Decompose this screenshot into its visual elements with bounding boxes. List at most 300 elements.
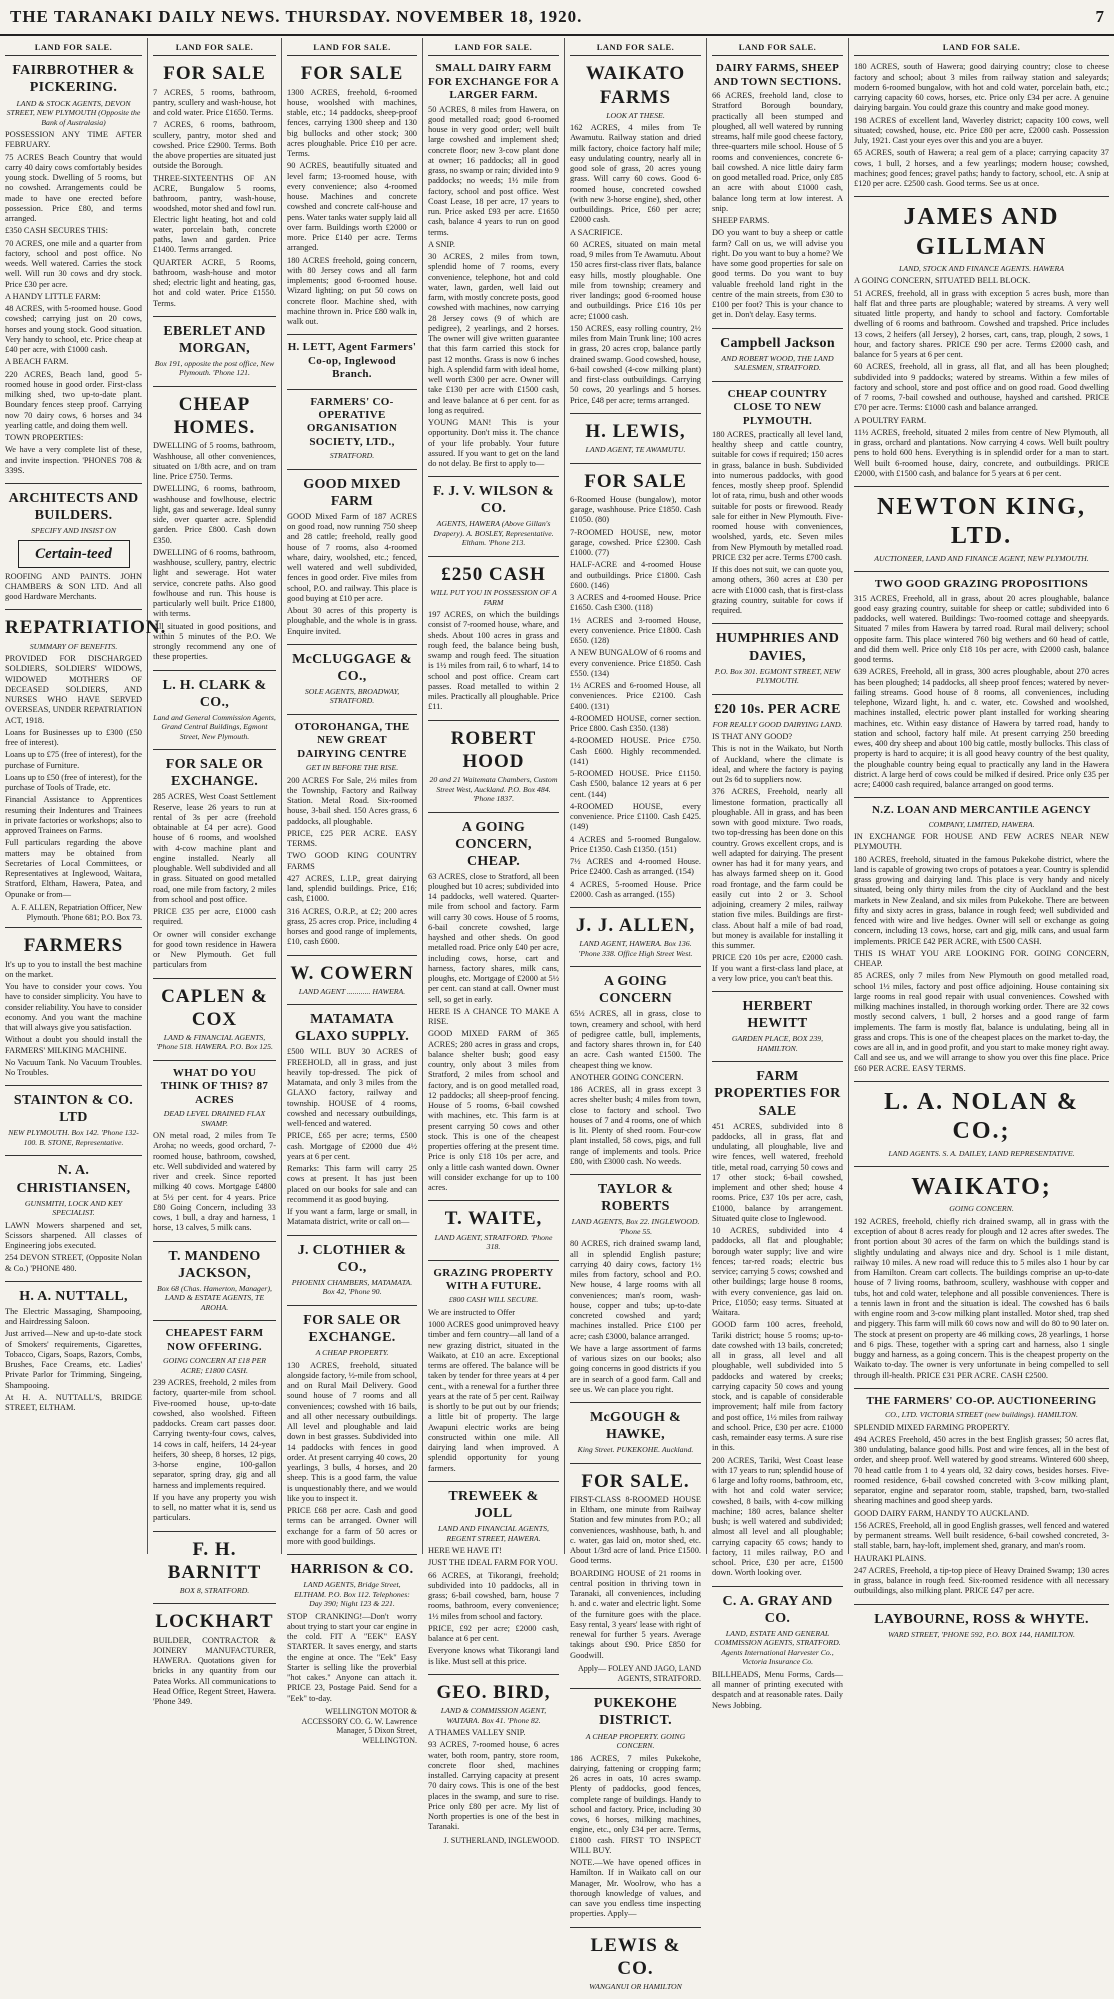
brand-logo: Certain-teed — [18, 540, 130, 568]
advertisement — [5, 934, 142, 1086]
ad-paragraph: BUILDER, CONTRACTOR & JOINERY MANUFACTURER, HAWERA. Quotations given for bricks in any quantity from our Patea Works. All communications to Head Office, Regent Street, Hawera. 'Phone 349. — [153, 1635, 276, 1707]
ad-paragraph: HAURAKI PLAINS. — [854, 1553, 927, 1563]
ad-subheading: PHOENIX CHAMBERS, MATAMATA. Box 42, 'Phone 90. — [291, 1277, 413, 1297]
ad-subheading: AUCTIONEER, LAND AND FINANCE AGENT, NEW PLYMOUTH. — [874, 553, 1089, 563]
column-6 — [707, 38, 849, 1710]
ad-paragraph: STOP CRANKING!—Don't worry about trying to start your car engine in the cold. FIT A "EEK" EASY STARTER. It saves energy, and starts the engine at once. The "Eek" Easy Starter is selling like the proverbial "hot cakes." Anyone can attach it. PRICE 23, Postage Paid. Send for a "Eek" to-day. — [287, 1611, 417, 1703]
advertisement — [428, 62, 559, 477]
ad-paragraph: 4 ACRES, 5-roomed House. Price £2000. Cash as arranged. (155) — [570, 879, 701, 899]
ad-paragraph: 70 ACRES, one mile and a quarter from factory, school and post office. No weeds. Well watered. Carries the stock well. Will run 30 cows and dry stock. Price £30 per acre. — [5, 238, 142, 289]
advertisement — [5, 1092, 142, 1156]
ad-paragraph: 376 ACRES, Freehold, nearly all limestone formation, practically all ploughable. All in grass, and has been sown with good mixture. Two roads, two top-dressing has been done on this country. Grows excellent crops, and is well adapted for dairying. The present owner has had it for many years, and has always farmed sheep on it. Good road frontage, and the farm could be easily cut into 2 or 3. School adjoining, creamery 2 miles, railway station five miles. Buildings are first-class. About half a mile of bad road, but money is available for installing it this summer. — [712, 787, 843, 951]
ad-heading: H. LEWIS, — [585, 420, 686, 442]
masthead — [0, 0, 1114, 36]
ad-paragraph: 11½ ACRES, freehold, situated 2 miles from centre of New Plymouth, all in grass, orchard and plantations. Now carrying 4 cows. Well built poultry pens to hold 600 hens. Everything is in splendid order for a man to start. Well built 6-roomed house, dairy, concrete, and outbuildings. PRICE £2000, with £1500 cash, and balance for 5 years at 6 per cent. — [854, 427, 1109, 478]
ad-paragraph: 65 ACRES, south of Hawera; a real gem of a place; carrying capacity 37 cows, 1 bull, 2 horses, and a few yearlings; modern house; cowshed, machines; good fences; gravel paths; handy to factory, school, etc. A snip at £120 per acre. £2500 cash. Good terms. See us at once. — [854, 148, 1109, 189]
ad-paragraph: GOOD farm 100 acres, freehold, Tariki district; house 5 rooms; up-to-date cowshed with 13 bails, concreted; all in grass, all level and all ploughable, well subdivided into 5 paddocks and watered by creeks; carrying capacity 50 cows and young stock, and is capable of considerable improvement; half mile from factory and post office, 1½ miles from railway and school. Price, £30 per acre. £1000 cash, remainder easy terms. A sure rise in this. — [712, 1320, 843, 1453]
advertisement — [570, 420, 701, 464]
ad-subheading: LOOK AT THESE. — [606, 110, 665, 120]
ad-subheading: LAND AGENT, STRATFORD. 'Phone 318. — [434, 1232, 553, 1252]
ad-paragraph: SPLENDID MIXED FARMING PROPERTY. — [854, 1422, 1010, 1432]
ad-paragraph: 10 ACRES, subdivided into 4 paddocks, all flat and ploughable; borough water supply; live and wire fences; tar-red roads; electric bus service; carrying 5 cows; cowshed and other buildings; large house 8 rooms, with every convenience, gas laid on. Price, £1050; easy terms. Situated at Waitara. — [712, 1226, 843, 1318]
ad-heading: N.Z. LOAN AND MERCANTILE AGENCY — [872, 804, 1091, 817]
ad-heading: F. J. V. WILSON & CO. — [433, 484, 554, 517]
ad-paragraph: PRICE, £65 per acre; terms, £500 cash. Mortgage of £2000 due 4½ years at 6 per cent. — [287, 1131, 417, 1161]
ad-paragraph: £500 WILL BUY 30 ACRES of FREEHOLD, all in grass, and just heavily top-dressed. The pick of Matamata, and only 3 miles from the GLAXO factory, railway and township. HOUSE of 4 rooms, cowshed and necessary outbuildings, well-fenced and watered. — [287, 1047, 417, 1129]
ad-paragraph: 162 ACRES, 4 miles from Te Awamutu. Railway station and dried milk factory, choice factory half mile; easy undulating country, nearly all in good sole of grass, 20 acres young grass. Will carry 60 cows. Good 6-roomed house, concreted cowshed (with new 3-horse engine), shed, other outbuildings. Price, £60 per acre; £2000 cash. — [570, 123, 701, 225]
ad-heading: MATAMATA GLAXO SUPPLY. — [294, 1012, 410, 1045]
ad-paragraph: 239 ACRES, freehold, 2 miles from factory, quarter-mile from school. Five-roomed house, up-to-date cowshed, also woolshed. Fifteen paddocks. Cream cart passes door. Carrying twenty-four cows, calves, 14 cows in calf, heifers, 14 24-year heifers, 30 sheep, 8 horses, 12 pigs, 3-horse engine, 100-gallon separator, spring dray, gig and all harness and implements required. — [153, 1378, 276, 1490]
advertisement — [287, 1011, 417, 1235]
ad-paragraph: 197 ACRES, on which the buildings consist of 7-roomed house, whare, and sheds. About 100 acres in grass and rough feed, the balance being bush, swamp and rough feed. The situation is 1½ miles from rail, 6 to wharf, 14 to school and post office. Cream cart passes. Road metalled to within 2 miles. Practically all ploughable. Price £11. — [428, 610, 559, 712]
ad-paragraph: 130 ACRES, freehold, situated alongside factory, ½-mile from school, and on Rural Mail Delivery. Good sound house of 7 rooms and all conveniences; cowshed with 16 bails, and all other necessary outbuildings. All level and ploughable and laid down in best grasses. Subdivided into 14 paddocks with fences in good order. At present carrying 40 cows, 20 yearlings, 3 bulls, 4 horses, and 20 sheep. This is a good farm, the value is unquestionably there, and we would like you to inspect it. — [287, 1360, 417, 1503]
ad-paragraph: 80 ACRES, rich drained swamp land, all in splendid English pasture; carrying 40 dairy cows, factory 1½ miles from factory, school and P.O. New house, 4 large rooms with all conveniences; man's room, wash-house, copper and tubs; up-to-date concreted cowshed and yard; machines installed. Price £100 per acre; cash £3000, balance arranged. — [570, 1239, 701, 1341]
ad-subheading: LAND AGENTS. S. A. DAILEY, LAND REPRESENTATIVE. — [888, 1148, 1075, 1158]
ad-paragraph: All situated in good positions, and within 5 minutes of the P.O. We strongly recommend any one of these properties. — [153, 621, 276, 662]
ad-heading: W. COWERN — [290, 962, 414, 984]
ad-paragraph: Loans for Businesses up to £300 (£50 free of interest). — [5, 727, 142, 748]
ad-paragraph: 7-ROOMED HOUSE, new, motor garage, cowshed. Price £2300. Cash £1000. (77) — [570, 527, 701, 558]
ad-subheading: LAND & FINANCIAL AGENTS, 'Phone 518. HAWERA. P.O. Box 125. — [156, 1032, 273, 1052]
ad-subheading: LAND, ESTATE AND GENERAL COMMISSION AGENTS, STRATFORD. Agents International Harvester Co., Victoria Insurance Co. — [714, 1628, 841, 1667]
ad-paragraph: This is not in the Waikato, but North of Auckland, where the climate is ideal, and where the factory is paying out 2s 6d to suppliers now. — [712, 744, 843, 785]
advertisement — [153, 323, 276, 387]
ad-heading: T. MANDENO JACKSON, — [168, 1248, 261, 1281]
ad-heading: HARRISON & CO. — [290, 1562, 414, 1578]
column-header: LAND FOR SALE. — [570, 42, 701, 56]
advertisement — [153, 1538, 276, 1605]
ad-paragraph: Loans up to £50 (free of interest), for the purchase of Tools of Trade, etc. — [5, 772, 142, 793]
ad-paragraph: If you want a farm, large or small, in Matamata district, write or call on— — [287, 1207, 417, 1227]
advertisement — [5, 1162, 142, 1281]
ad-heading: JAMES AND GILLMAN — [903, 204, 1060, 260]
advertisement — [854, 1173, 1109, 1389]
advertisement — [153, 1327, 276, 1531]
ad-heading: £250 CASH — [441, 563, 546, 585]
ad-paragraph: We have a large assortment of farms of various sizes on our books; also going concerns in good districts if you are in search of a good farm. Call and see us. We can place you right. — [570, 1343, 701, 1394]
ad-heading: Campbell Jackson — [720, 335, 835, 351]
ad-subheading: FOR REALLY GOOD DAIRYING LAND. — [712, 719, 843, 729]
ad-paragraph: ANOTHER GOING CONCERN. — [570, 1072, 684, 1082]
ad-paragraph: It's up to you to install the best machine on the market. — [5, 959, 142, 979]
ad-subheading: DEAD LEVEL DRAINED FLAX SWAMP. — [163, 1109, 266, 1128]
ad-paragraph: PRICE £20 10s per acre, £2000 cash. If you want a first-class land place, at a very low price, you can't beat this. — [712, 953, 843, 983]
advertisement — [428, 727, 559, 813]
advertisement — [712, 701, 843, 993]
advertisement — [854, 804, 1109, 1082]
ad-paragraph: We are instructed to Offer — [428, 1307, 516, 1317]
ad-paragraph: 254 DEVON STREET, (Opposite Nolan & Co.) 'PHONE 480. — [5, 1253, 142, 1273]
ad-heading: FAIRBROTHER & PICKERING. — [12, 63, 135, 96]
ad-paragraph: 220 ACRES, Beach land, good 5-roomed house in good order. First-class milking shed, two up-to-date plant. Boundary fences steep proof. Carrying now 70 dairy cows, 6 horses and 34 yearling cattle, and doing them well. — [5, 369, 142, 430]
column-7 — [849, 38, 1114, 1639]
ad-paragraph: ON metal road, 2 miles from Te Aroha; no weeds, good orchard, 7-roomed house, bathroom, cowshed, etc. Well subdivided and watered by river and creek. Since reported milking 40 cows. Mortgage £4800 at 5½ per cent. for 4 years. Price £80 Going Concern, including 33 cows, 1 bull, a dray and harness, 1 horse, 13 calves, 5 milk cans. — [153, 1131, 276, 1233]
advertisement — [287, 1242, 417, 1306]
ad-paragraph: HERE IS A CHANCE TO MAKE A RISE. — [428, 1006, 559, 1027]
ad-heading: T. WAITE, — [444, 1208, 543, 1230]
ad-heading: FARMERS' CO-OPERATIVE ORGANISATION SOCIETY, LTD., — [306, 395, 398, 448]
ad-paragraph: If this does not suit, we can quote you, among others, 360 acres at £30 per acre with £1000 cash, that is first-class grazing country, suitable for cows if required. — [712, 565, 843, 616]
advertisement — [287, 651, 417, 715]
ad-paragraph: 75 ACRES Beach Country that would carry 40 dairy cows comfortably besides young stock. Dwelling of 5 rooms, but no cowshed. Arrangements could be made to have one erected before possession. Price £80, and terms arranged. — [5, 152, 142, 224]
advertisement — [287, 341, 417, 389]
advertisement — [5, 490, 142, 610]
ad-heading: LOCKHART — [155, 1611, 274, 1633]
ad-heading: TAYLOR & ROBERTS — [597, 1182, 674, 1215]
ad-heading: WHAT DO YOU THINK OF THIS? 87 ACRES — [160, 1066, 269, 1106]
ad-paragraph: Loans up to £75 (free of interest), for the purchase of Furniture. — [5, 750, 142, 770]
ad-paragraph: 93 ACRES, 7-roomed house, 6 acres water, both room, pantry, store room, concrete floor shed, machines installed. Carrying capacity at present 70 dairy cows. This is one of the best places in the swamp, and sure to rise. Price only £80 per acre. My list of North properties is one of the best in Taranaki. — [428, 1740, 559, 1832]
ad-paragraph: 198 ACRES of excellent land, Waverley district; capacity 100 cows, well situated; cowshed, house, etc. Price £80 per acre, £2000 cash. Possession July, 1921. Cast your eyes over this and you are a buyer. — [854, 115, 1109, 146]
ad-paragraph: THIS IS WHAT YOU ARE LOOKING FOR. GOING CONCERN, CHEAP. — [854, 948, 1109, 969]
ad-paragraph: 150 ACRES, easy rolling country, 2½ miles from Main Trunk line; 100 acres in grass, 20 acres crop, balance partly drained swamp. Good cowshed, house, 6-bail cowshed (4-cow milking plant) and first-class outbuildings. Carrying 50 cows, 20 yearlings and 5 horses. Price, £48 per acre; terms arranged. — [570, 323, 701, 405]
advertisement — [5, 1288, 142, 1421]
advertisement — [287, 1561, 417, 1751]
advertisement — [153, 677, 276, 751]
ad-paragraph: 6-Roomed House (bungalow), motor garage, washhouse. Price £1850. Cash £1050. (80) — [570, 494, 701, 525]
ad-heading: A GOING CONCERN, CHEAP. — [455, 819, 532, 869]
ad-heading: REPATRIATION. — [5, 617, 167, 639]
ad-paragraph: 63 ACRES, close to Stratford, all been ploughed but 10 acres; subdivided into 14 paddocks, well watered. Quarter-mile from school and factory. Farm will carry 30 cows. House of 5 rooms, 6-bail concrete cowshed, large hayshed and other sheds. On good metalled road. Price only £40 per acre, including cows, horse, cart and harness, factory shares, milk cans, ploughs, etc. Mortgage of £2000 at 5½ per cent. can stand at call. Owner must sell, so get in early. — [428, 871, 559, 1004]
ad-subheading: WILL PUT YOU IN POSSESSION OF A FARM — [430, 588, 557, 607]
ad-paragraph: BILLHEADS, Menu Forms, Cards—all manner of printing executed with despatch and at reasonable rates. Daily News Jobbing. — [712, 1669, 843, 1710]
ad-paragraph: You have to consider your cows. You have to consider simplicity. You have to consider reliability. You have to consider economy. And you want the machine that will always give you satisfaction. — [5, 982, 142, 1033]
column-4 — [423, 38, 565, 1845]
ad-paragraph: 50 ACRES, 8 miles from Hawera, on good metalled road; good 6-roomed house in very good order; well built large cowshed and implement shed; concrete floor; new 3-cow plant done at owner; 16 paddocks; all in good grass, no swamp or rain; divided into 9 paddocks; no weeds; 1½ mile from factory, school and post office. West Coast Lease, 18 per acre, 17 years to run. Price asked £93 per acre. £1650 cash, balance 4 years to run on good terms. — [428, 104, 559, 237]
ad-heading: A GOING CONCERN — [599, 974, 672, 1007]
ad-paragraph: 65½ ACRES, all in grass, close to town, creamery and school, with herd of pedigree cattle, bull, implements, and factory shares thrown in, for £40 an acre. Cash wanted £1500. The cheapest thing we know. — [570, 1009, 701, 1070]
ad-paragraph: At H. A. NUTTALL'S, BRIDGE STREET, ELTHAM. — [5, 1392, 142, 1413]
ad-subheading: £800 CASH WILL SECURE. — [448, 1295, 539, 1305]
ad-paragraph: 285 ACRES, West Coast Settlement Reserve, lease 26 years to run at rental of 3s per acre (freehold obtainable at £4 per acre). Good house of 6 rooms, and woolshed with 4-cow machine plant and engine installed. Nearly all ploughable. Well subdivided and all in grass. Situated on good metalled road, one mile from factory, 2 miles from school and post office. — [153, 792, 276, 904]
ad-paragraph: DWELLING of 6 rooms, bathroom, washhouse, scullery, pantry, electric light and sewerage. Hot water service, concrete paths. Also good fowlhouse and run. This house is particularly well built. Price £1800, with terms. — [153, 547, 276, 619]
advertisement — [712, 1068, 843, 1586]
ad-paragraph: DWELLING of 5 rooms, bathroom, Washhouse, all other conveniences, situated on 1/8th acre, and on tram line. Price £750. Terms. — [153, 441, 276, 482]
ad-heading: FOR SALE — [163, 63, 266, 85]
advertisement — [153, 1248, 276, 1322]
ad-signature: Apply— FOLEY AND JAGO, LAND AGENTS, STRATFORD. — [577, 1663, 701, 1683]
ad-heading: £20 10s. PER ACRE — [714, 701, 841, 717]
ad-subheading: LAND AND FINANCIAL AGENTS, REGENT STREET, HAWERA. — [438, 1524, 549, 1543]
ad-paragraph: 200 ACRES For Sale, 2½ miles from the Township, Factory and Railway Station. Metal Road. Six-roomed house, 3-bail shed. 150 Acres grass, 6 paddocks, all ploughable. — [287, 775, 417, 826]
ad-paragraph: Remarks: This farm will carry 25 cows at present. It has just been placed on our books for sale and can recommend it as good buying. — [287, 1164, 417, 1204]
ad-paragraph: BOARDING HOUSE of 21 rooms in central position in thriving town in Taranaki, all conveniences, including h. and c. water and electric light. Some of the furniture goes with the place. Easy rental, 3 years' lease with right of renewal for further 5 years. Average takings about £90. Price £850 for Goodwill. — [570, 1568, 701, 1660]
ad-subheading: SPECIFY AND INSIST ON — [31, 526, 116, 536]
ad-paragraph: 48 ACRES, with 5-roomed house. Good cowshed; carrying just on 20 cows, horses and young stock. Good situation. Very handy to school, etc. Price cheap at £40 per acre, with £1000 cash. — [5, 304, 142, 355]
ad-subheading: GOING CONCERN. — [949, 1204, 1014, 1214]
ad-paragraph: IS THAT ANY GOOD? — [712, 732, 793, 742]
ad-paragraph: A SNIP. — [428, 239, 455, 249]
ad-heading: TREWEEK & JOLL — [448, 1488, 539, 1522]
ad-paragraph: TWO GOOD KING COUNTRY FARMS — [287, 851, 417, 871]
column-header: LAND FOR SALE. — [854, 42, 1109, 56]
ad-paragraph: 192 ACRES, freehold, chiefly rich drained swamp, all in grass with the exception of about 8 acres ready for plough and 12 acres after swedes. The front portion about 30 acres of the farm on which the buildings stand is slightly undulating and always nice and dry. School is 1 mile distant, railway 10 miles. A new road will reduce this to 5 miles also 1 hour by car from Hamilton. Cream cart collects. The buildings comprise an up-to-date house of 7 living rooms, bathroom, scullery, washhouse with copper and tubs, hot and cold water, telephone and all possible conveniences. There is a tennis lawn in front and the situation is ideal. The cowshed has 6 bails with engine room and 3-cow milking plant installed. Motor shed, trap shed and piggery. This farm will milk 60 cows now and will do 80 to 90 later on. The stock at present on property are 46 milking cows, 28 yearlings, 1 horse and 6 pigs. These, together with a spring cart and harness, also 1 single buggy and harness, as a going concern. This is the cheapest property on the Waikato to-day. The owner is very unfortunate in being compelled to sell through ill-health. PRICE £31 PER ACRE. CASH £2500. — [854, 1216, 1109, 1380]
ad-subheading: GET IN BEFORE THE RISE. — [305, 763, 399, 773]
advertisement — [5, 616, 167, 928]
ad-heading: L. A. NOLAN & CO.; — [884, 1088, 1079, 1145]
advertisement — [153, 393, 276, 671]
ad-subheading: LAND AGENT, TE AWAMUTU. — [585, 445, 686, 455]
advertisement — [570, 973, 701, 1175]
ad-heading: CHEAPEST FARM NOW OFFERING. — [165, 1327, 264, 1353]
ad-subheading: AGENTS, HAWERA (Above Gillan's Drapery). A. BOSLEY, Representative. Eltham. 'Phone 213. — [433, 519, 554, 548]
ad-heading: LEWIS & CO. — [590, 1934, 681, 1979]
advertisement — [153, 1610, 276, 1714]
ad-paragraph: FIRST-CLASS 8-ROOMED HOUSE in Eltham, one minute from Railway Station and few minutes from P.O.; all conveniences, washhouse, bath, h. and c. water, gas laid on, motor shed, etc. About 1/3rd acre of land. Price £1500. Good terms. — [570, 1494, 701, 1566]
advertisement — [287, 962, 417, 1006]
ad-paragraph: 180 ACRES, south of Hawera; good dairying country; close to cheese factory and school; about 3 miles from railway station and saleyards; modern 6-roomed bungalow, with hot and cold water, porcelain bath, etc.; carrying capacity 60 cows, horses, etc. Price only £34 per acre. A genuine dairying bargain. You could graze this country and make good money. — [854, 62, 1109, 113]
ad-paragraph: Just arrived—New and up-to-date stock of Smokers' requirements, Cigarettes, Tobacco, Cigars, Soaps, Razors, Combs, Brushes, Face Creams, etc. Ladies' Private Parlor for Trimming, Singeing, Shampooing. — [5, 1329, 142, 1390]
ad-subheading: A CHEAP PROPERTY. — [315, 1348, 389, 1358]
ad-subheading: LAND & COMMISSION AGENT, WAITARA. Box 41. 'Phone 82. — [440, 1706, 547, 1725]
advertisement — [428, 819, 559, 1202]
ad-heading: LAYBOURNE, ROSS & WHYTE. — [874, 1611, 1089, 1627]
ad-heading: L. H. CLARK & CO., — [162, 677, 267, 710]
ad-subheading: GARDEN PLACE, BOX 239, HAMILTON. — [731, 1034, 824, 1053]
ad-paragraph: 315 ACRES, Freehold, all in grass, about 20 acres ploughable, balance good easy grazing country, suitable for sheep or cattle; subdivided into 6 paddocks, well watered. Buildings: Two-roomed cottage and sheepyards. Situated 7 miles from Hawera by tarred road. Rural mail delivery; school opposite farm. This place wintered 760 big wethers and 60 head of cattle, and did them well. Price only £18 10s per acre, with £2000 cash, balance good terms. — [854, 593, 1109, 665]
ad-heading: McCLUGGAGE & CO., — [292, 651, 412, 684]
ad-paragraph: DO you want to buy a sheep or cattle farm? Call on us, we will advise you right. Do you want to buy a home? We have some good properties for sale on good terms. Do you want to buy valuable freehold land right in the centre of the main streets, from £30 to £100 per foot? This is your chance to get in. Don't delay. Easy terms. — [712, 228, 843, 320]
advertisement — [153, 62, 276, 316]
ad-paragraph: The Electric Massaging, Shampooing, and Hairdressing Saloon. — [5, 1306, 142, 1327]
advertisement — [570, 1181, 701, 1403]
advertisement — [153, 1067, 276, 1242]
ad-paragraph: 494 ACRES Freehold, 450 acres in the best English grasses; 50 acres flat, 380 undulating, balance good hills. Post and wire fences, all in the best of order, and sheep proof. Well watered by good streams. Wintered 600 sheep, 70 head cattle from 1 to 4 years old, 32 dairy cows, besides horses. Five-roomed residence, 6-bail cowshed concreted with 3-cow milking plant, separator, engine and separator room, stable, trapshed, barn, two-stalled shearing machines and good sheep yards. — [854, 1434, 1109, 1506]
ad-paragraph: 30 ACRES, 2 miles from town, splendid home of 7 rooms, every convenience, telephone, hot and cold water, lawn, garden, well laid out farm, with mostly concrete posts, good cowshed with machines, now carrying 28 Jersey cows (9 of which are pedigree), 2 yearlings, and 2 horses. The owner will give written guarantee that this farm carried this stock for past 12 months. Grass is now 6 inches high. A splendid farm with ideal home, well worth £300 per acre. Owner will take £130 per acre with £1500 cash, and leave balance at 6 per cent. for as long as required. — [428, 252, 559, 415]
ad-paragraph: POSSESSION ANY TIME AFTER FEBRUARY. — [5, 130, 142, 150]
advertisement — [570, 62, 701, 414]
ad-paragraph: 7 ACRES, 5 rooms, bathroom, pantry, scullery and wash-house, hot and cold water. Price £1650. Terms. — [153, 87, 276, 118]
advertisement — [570, 914, 701, 967]
ad-heading: NEWTON KING, LTD. — [877, 494, 1086, 550]
ad-heading: McGOUGH & HAWKE, — [590, 1410, 681, 1443]
ad-subheading: A CHEAP PROPERTY. GOING CONCERN. — [585, 1731, 686, 1751]
ad-subheading: CO., LTD. VICTORIA STREET (new buildings). HAMILTON. — [885, 1410, 1078, 1420]
ad-heading: GEO. BIRD, — [436, 1681, 551, 1703]
advertisement — [854, 493, 1109, 572]
advertisement — [428, 1488, 559, 1675]
advertisement — [287, 62, 417, 335]
ad-paragraph: JUST THE IDEAL FARM FOR YOU. — [428, 1558, 558, 1568]
advertisement — [153, 756, 276, 978]
ad-heading: FARM PROPERTIES FOR SALE — [714, 1069, 841, 1119]
ad-heading: FOR SALE — [300, 63, 404, 85]
ad-paragraph: PRICE £68 per acre. Cash and good terms can be arranged. Owner will exchange for a farm of 50 acres or more with good buildings. — [287, 1506, 417, 1546]
ad-paragraph: 1½ ACRES and 6-roomed House, all conveniences. Price £2100. Cash £400. (131) — [570, 681, 701, 711]
ad-paragraph: 60 ACRES, situated on main metal road, 9 miles from Te Awamutu. About 150 acres first-class river flats, balance easy hills, mostly ploughable. One mile from township; creamery and river landings; good 6-roomed house and outbuildings. Price £16 10s per acre; £1000 cash. — [570, 239, 701, 321]
ad-subheading: LAND, STOCK AND FINANCE AGENTS. HAWERA — [899, 263, 1064, 273]
ad-paragraph: A NEW BUNGALOW of 6 rooms and every convenience. Price £1850. Cash £550. (134) — [570, 648, 701, 678]
advertisement — [712, 335, 843, 382]
ad-heading: ROBERT HOOD — [450, 727, 537, 772]
ad-heading: ARCHITECTS AND BUILDERS. — [8, 491, 139, 524]
ad-paragraph: PRICE £35 per acre, £1000 cash required. — [153, 907, 276, 927]
ad-paragraph: 7½ ACRES and 4-roomed House. Price £2400. Cash as arranged. (154) — [570, 857, 701, 877]
ad-heading: J. CLOTHIER & CO., — [297, 1242, 407, 1275]
ad-paragraph: 90 ACRES, beautifully situated and level farm; 13-roomed house, with every convenience; also 4-roomed house. Machines and concrete cowshed and concrete calf-house and pens. Water tanks water supply laid all over farm. Buildings worth £2000 or more. Price £140 per acre. Terms arranged. — [287, 161, 417, 253]
ad-heading: F. H. BARNITT — [167, 1538, 262, 1583]
column-header: LAND FOR SALE. — [428, 42, 559, 56]
ad-heading: FOR SALE. — [581, 1470, 690, 1492]
ad-heading: FOR SALE OR EXCHANGE. — [303, 1312, 401, 1345]
ad-paragraph: 1000 ACRES good unimproved heavy timber and fern country—all land of a new grazing district, situated in the Waikato, at £10 an acre. Exceptional terms are offered. The balance will be taken by tender for three years at 4 per cent., with a renewal for a further three years at the rate of 5 per cent. Railway is shortly to be put out by our friends; a little bit of property. The large Awapuni electric works are being constructed within one mile. All dairying land when improved. A splendid opportunity for young farmers. — [428, 1320, 559, 1473]
ad-subheading: WANGANUI OR HAMILTON — [589, 1981, 682, 1991]
ad-subheading: Box 68 (Chas. Hamerton, Manager), LAND & ESTATE AGENTS, TE AROHA. — [157, 1283, 272, 1312]
ad-paragraph: 247 ACRES, Freehold, a tip-top piece of Heavy Drained Swamp; 130 acres in grass, balance in rough feed. Six-roomed residence with all necessary outbuildings, also milking plant. PRICE £47 per acre. — [854, 1565, 1109, 1596]
ad-subheading: AND ROBERT WOOD, THE LAND SALESMEN, STRATFORD. — [721, 353, 834, 373]
ad-paragraph: A SACRIFICE. — [570, 227, 623, 237]
ad-signature: WELLINGTON MOTOR & ACCESSORY CO. G. W. Lawrence Manager, 5 Dixon Street, WELLINGTON. — [301, 1706, 417, 1746]
ad-heading: OTOROHANGA, THE NEW GREAT DAIRYING CENTRE — [294, 720, 410, 760]
ad-paragraph: IN EXCHANGE FOR HOUSE AND FEW ACRES NEAR NEW PLYMOUTH. — [854, 832, 1109, 852]
ad-subheading: NEW PLYMOUTH. Box 142. 'Phone 132-100. B. STONE, Representative. — [8, 1128, 139, 1147]
page-number: 7 — [1095, 7, 1104, 26]
ad-subheading: King Street. PUKEKOHE. Auckland. — [577, 1445, 694, 1455]
ad-paragraph: Or owner will consider exchange for good town residence in Hawera or New Plymouth. Get full particulars from — [153, 929, 276, 970]
ad-paragraph: 186 ACRES, all in grass except 3 acres shelter bush; 4 miles from town, close to factory and school. Two houses of 7 and 4 rooms, one of which is lit. Plenty of shed room. Four-cow plant installed, 58 cows, pigs, and full range of implements and tools. Price £80, with £3000 cash. No weeds. — [570, 1085, 701, 1166]
ad-paragraph: Everyone knows what Tikorangi land is like. Must sell at this price. — [428, 1646, 559, 1666]
ad-heading: THE FARMERS' CO-OP. AUCTIONEERING — [866, 1394, 1097, 1407]
ad-paragraph: ROOFING AND PAINTS. JOHN CHAMBERS & SON LTD. And all good Hardware Merchants. — [5, 571, 142, 602]
ad-heading: DAIRY FARMS, SHEEP AND TOWN SECTIONS. — [713, 62, 842, 88]
ad-paragraph: 7 ACRES, 6 rooms, bathroom, scullery, pantry, motor shed and cowshed. Price £2900. Terms. Both the above properties are situated just outside the Borough. — [153, 120, 276, 171]
ad-paragraph: DWELLING, 6 rooms, bathroom, washhouse and fowlhouse, electric light, gas and sewerage. Ideal sunny side, over quarter acre. Splendid garden. Price £800. Cash down £350. — [153, 484, 276, 545]
advertisement — [570, 1470, 701, 1690]
advertisement — [570, 470, 701, 908]
ad-subheading: SOLE AGENTS, BROADWAY, STRATFORD. — [304, 686, 400, 706]
ad-paragraph: SHEEP FARMS. — [712, 216, 770, 226]
advertisement — [153, 985, 276, 1061]
ad-paragraph: A HANDY LITTLE FARM: — [5, 291, 101, 301]
ad-paragraph: 1½ ACRES and 3-roomed House, every convenience. Price £1800. Cash £650. (128) — [570, 615, 701, 646]
ad-heading: FOR SALE — [584, 470, 687, 492]
ad-subheading: GUNSMITH, LOCK AND KEY SPECIALIST. — [24, 1198, 123, 1218]
ad-paragraph: 60 ACRES, freehold, all in grass, all flat, and all has been ploughed; subdivided into 9 paddocks; watered by streams. Within a few miles of factory and school, store and post office and on good road. Good dwelling of 7 rooms, 7-bail cowshed and outhouse, hayshed and cartshed. PRICE £70 per acre. Terms: £1000 cash and balance arranged. — [854, 362, 1109, 413]
ad-paragraph: YOUNG MAN! This is your opportunity. Don't miss it. The chance of your life probably. Your future assured. If you want to get on the land do not delay. Be first to apply to— — [428, 418, 559, 469]
advertisement — [428, 1267, 559, 1482]
advertisement — [5, 62, 142, 484]
columns-container — [0, 38, 1114, 1991]
ad-heading: CAPLEN & COX — [161, 985, 268, 1030]
ad-subheading: LAND AGENTS, Bridge Street, ELTHAM. P.O. Box 112. Telephones: Day 390; Night 123 & 221. — [294, 1580, 410, 1609]
ad-paragraph: TOWN PROPERTIES: — [5, 433, 84, 443]
ad-paragraph: Financial Assistance to Apprentices resuming their Indentures and Trainees in private factories or workshops; also to approved Trainees on Farms. — [5, 795, 142, 836]
advertisement — [570, 1695, 701, 1927]
column-5 — [565, 38, 707, 1991]
ad-signature: A. F. ALLEN, Repatriation Officer, New Plymouth. 'Phone 681; P.O. Box 73. — [11, 902, 142, 922]
advertisement — [854, 203, 1109, 487]
newspaper-title: THE TARANAKI DAILY NEWS. THURSDAY. NOVEMBER 18, 1920. — [10, 7, 583, 26]
ad-heading: GOOD MIXED FARM — [303, 476, 401, 509]
ad-paragraph: GOOD MIXED FARM of 365 ACRES; 280 acres in grass and crops, balance shelter bush; good easy country, only about 3 miles from Stratford, 2 miles from school and factory, and is on good metalled road, 12 paddocks; all sheep-proof fencing. House of 5 rooms, 6-bail cowshed with machines, etc. This farm is at present carrying 50 cows and other stock. This is one of the cheapest properties offering at the present time. Price is only £18 10s per acre, and only a little cash wanted down. Owner will consider exchange for up to 100 acres. — [428, 1029, 559, 1193]
ad-paragraph: 316 ACRES, O.R.P., at £2; 200 acres grass, 25 acres crop. Price, including 4 horses and good range of implements, £10, cash £600. — [287, 906, 417, 947]
advertisement — [570, 1409, 701, 1464]
ad-paragraph: 51 ACRES, freehold, all in grass with exception 5 acres bush, more than half flat and three parts are ploughable; watered by streams. A very well situated little property, and handy to school and factory. Comfortable dwelling of 6 rooms and bathroom. Cowshed and trapshed. Price includes 13 cows, 2 heifers (all Jersey), 2 horses, cart, cans, trap, plough, 2 sows, 1 hour, and factory shares. PRICE £90 per acre. Terms £2000 cash, and balance for 5 years at 6 per cent. — [854, 288, 1109, 360]
ad-paragraph: 66 ACRES, freehold land, close to Stratford Borough boundary, practically all been stumped and ploughed, all well watered by running streams, half mile good cheese factory, three-quarters mile school. House of 5 rooms and conveniences, concrete 6-bail cowshed. A nice little dairy farm on good metalled road. Price, only £85 an acre with about £1000 cash, balance long term at low interest. A snip. — [712, 91, 843, 213]
ad-paragraph: We have a very complete list of these, and invite inspection. 'PHONES 708 & 339S. — [5, 445, 142, 475]
column-header: LAND FOR SALE. — [287, 42, 417, 56]
ad-subheading: P.O. Box 301. EGMONT STREET, NEW PLYMOUTH. — [714, 666, 841, 686]
advertisement — [854, 1611, 1109, 1648]
advertisement — [428, 563, 559, 721]
ad-paragraph: 200 ACRES, Tariki, West Coast lease with 17 years to run; splendid house of 6 large and lofty rooms, bathroom, etc, with hot and cold water service; cowshed, 8 bails, with 4-cow milking machine; 180 acres, balance shelter bush; is well watered and subdivided; almost all level and all ploughable; carrying capacity 65 cows; handy to factory, 11 miles railway, P.O and school. Price, £30 per acre, £1500 down. Worth looking over. — [712, 1455, 843, 1578]
ad-subheading: BOX 8, STRATFORD. — [179, 1585, 250, 1595]
ad-paragraph: About 30 acres of this property is ploughable, and the whole is in grass. Enquire invited. — [287, 606, 417, 636]
advertisement — [854, 62, 1109, 197]
ad-paragraph: A BEACH FARM. — [5, 357, 69, 367]
advertisement — [712, 1593, 843, 1718]
ad-subheading: WARD STREET, 'PHONE 592, P.O. BOX 144, HAMILTON. — [887, 1629, 1075, 1639]
ad-paragraph: THREE-SIXTEENTHS OF AN ACRE, Bungalow 5 rooms, bathroom, pantry, wash-house, woodshed, motor shed and fowl run. Electric light heating, hot and cold water, porcelain bath, concrete paths, lawn and garden. Price £1400. Terms arranged. — [153, 173, 276, 255]
ad-paragraph: A GOING CONCERN, SITUATED BELL BLOCK. — [854, 276, 1031, 286]
column-header: LAND FOR SALE. — [5, 42, 142, 56]
ad-paragraph: 639 ACRES, Freehold, all in grass, 300 acres ploughable, about 270 acres has been ploughed; 14 paddocks, all sheep proof fences; watered by never-failing streams. Good house of 8 rooms, all conveniences, including telephone, Wizard light, h. and c. water, etc. Cowshed and woolshed, machines installed, electric power plant installed for working shearing machines, etc. Within easy distance of Hawera by tarred road, handy to station and school, factory half mile. At present carrying 250 breeding ewes, 400 dry sheep and about 100 big cattle, mostly bullocks. This class of property is hard to acquire; it is all good heavy country of the best quality, the ploughable country being equal to practically any land in the Hawera district. A large herd of cows could be milked if desired. Price only £35 per acre; £4000 cash required, balance arranged on good terms. — [854, 667, 1109, 790]
ad-signature: J. SUTHERLAND, INGLEWOOD. — [443, 1835, 559, 1845]
ad-paragraph: 4 ACRES and 5-roomed Bungalow. Price £1350. Cash £1350. (151) — [570, 834, 701, 854]
ad-paragraph: QUARTER ACRE, 5 Rooms, bathroom, wash-house and motor shed; electric light and heating, gas, hot and cold water. Price £1550. Terms. — [153, 257, 276, 308]
ad-heading: CHEAP HOMES. — [173, 393, 256, 439]
ad-subheading: COMPANY, LIMITED, HAWERA. — [928, 819, 1035, 829]
ad-subheading: Land and General Commission Agents, Grand Central Buildings, Egmont Street, New Plymouth. — [153, 712, 276, 741]
ad-paragraph: PRICE, £25 PER ACRE. EASY TERMS. — [287, 828, 417, 849]
ad-heading: H. A. NUTTALL, — [19, 1288, 128, 1304]
ad-heading: FOR SALE OR EXCHANGE. — [165, 757, 264, 790]
ad-paragraph: 4-ROOMED HOUSE, corner section. Price £800. Cash £350. (138) — [570, 713, 701, 734]
ad-subheading: LAND AGENTS, Box 22. INGLEWOOD. 'Phone 55. — [571, 1217, 700, 1236]
advertisement — [287, 476, 417, 645]
ad-paragraph: 85 ACRES, only 7 miles from New Plymouth on good metalled road, school 1½ miles, factory and post office adjoining. House containing six large rooms in real good repair with usual conveniences. Cowshed with milking machines installed, in thorough working order. There are 32 cows mostly second calvers, 1 bull, 2 horses and a good range of farm implements. The farm is mostly flat, balance is undulating, being all in grass and crops. This is one of the cheapest places on the market to-day, the cows are all in, and in good profit, and you start to make money right away. Call and see us, and we will arrange to show you over this fine place. Price £60 PER ACRE. EASY TERMS. — [854, 971, 1109, 1073]
advertisement — [854, 1088, 1109, 1167]
ad-paragraph: A POULTRY FARM. — [854, 415, 927, 425]
ad-paragraph: 451 ACRES, subdivided into 8 paddocks, all in grass, flat and undulating, all ploughable, live and wire fences, well watered, freehold title, metal road, carrying 50 cows and 17 other stock; 6-bail cowshed, implement and other shed; house 4 rooms. Price, £37 10s per acre, cash, £1000, balance by arrangement. Situated quite close to Inglewood. — [712, 1121, 843, 1223]
ad-paragraph: Full particulars regarding the above matters may be obtained from Secretaries of Local Committees, or Representatives at Inglewood, Waitara, Stratford, Eltham, Hawera, Patea, and Opunake or from— — [5, 838, 142, 899]
ad-paragraph: 180 ACRES, freehold, situated in the famous Pukekohe district, where the land is capable of growing two crops of potatoes a year. Country is splendid grass growing and dairying land. This place is very handy and nicely situated, being only thirty miles from the city of Auckland and the best markets in New Zealand, and six miles from Pukekohe. There are between fifty and sixty acres in grass, balance in rough feed; well subdivided and fenced with wire and live hedges. Owner will sell or exchange as going concern, including 13 cows, horse, cart and gig, milk cans, and usual farm implements. PRICE £42 PER ACRE, with £500 CASH. — [854, 854, 1109, 946]
ad-paragraph: 180 ACRES, practically all level land, healthy sheep and cattle country, suitable for cows if required; 150 acres in grass, balance in bush. Subdivided into numerous paddocks, with good fences, mostly sheep proof. Splendid lot of rata, rimu, bush and other woods suitable for posts or firewood. Ready sale for either in New Plymouth. Five-roomed house with conveniences, woolshed, yards, etc. Seven miles from New Plymouth by metalled road. PRICE £32 per acre. Terms £700 cash. — [712, 429, 843, 562]
ad-paragraph: LAWN Mowers sharpened and set, Scissors sharpened. All classes of Engineering jobs executed. — [5, 1220, 142, 1251]
ad-paragraph: 186 ACRES, 7 miles Pukekohe, dairying, fattening or cropping farm; 26 acres in oats, 10 acres swamp. Plenty of paddocks, good fences, complete range of buildings. Handy to school and factory. Price, including 30 cows, 6 horses, milking machines, engine, etc., only £34 per acre. Terms, £1800 cash. FIRST TO INSPECT WILL BUY. — [570, 1753, 701, 1855]
ad-heading: PUKEKOHE DISTRICT. — [593, 1696, 678, 1729]
ad-subheading: SUMMARY OF BENEFITS. — [29, 641, 118, 651]
ad-paragraph: 3 ACRES and 4-roomed House. Price £1650. Cash £300. (118) — [570, 593, 701, 613]
ad-subheading: 20 and 21 Waitemata Chambers, Custom Street West, Auckland. P.O. Box 484. 'Phone 1837. — [429, 775, 558, 803]
advertisement — [428, 1681, 559, 1850]
ad-subheading: LAND AGENT, HAWERA. Box 136. 'Phone 338. Office High Street West. — [578, 939, 693, 958]
ad-paragraph: 1300 ACRES, freehold, 6-roomed house, woolshed with machines, stable, etc.; 14 paddocks, sheep-proof fences, carrying 1300 sheep and 130 big bullocks and other stock; 300 acres ploughable. Price £10 per acre. Terms. — [287, 87, 417, 159]
ad-paragraph: Without a doubt you should install the FARMERS' MILKING MACHINE. — [5, 1035, 142, 1055]
ad-heading: HUMPHRIES AND DAVIES, — [715, 631, 840, 664]
advertisement — [712, 62, 843, 328]
ad-paragraph: 156 ACRES, Freehold, all in good English grasses, well fenced and watered by permanent streams. Well built residence, 6-bail cowshed concreted, 3-stall stable, barn, hay-loft, implement shed, granary, and man's room. — [854, 1520, 1109, 1551]
ad-paragraph: PRICE, £92 per acre; £2000 cash, balance at 6 per cent. — [428, 1623, 559, 1644]
ad-paragraph: 180 ACRES freehold, going concern, with 80 Jersey cows and all farm implements; good 6-roomed house. Wizard lighting; on put 50 cows on concrete floor. Machine shed, with machine thrown in. Price £80 walk in, walk out. — [287, 255, 417, 327]
advertisement — [712, 388, 843, 625]
ad-heading: WAIKATO; — [911, 1174, 1052, 1201]
column-header: LAND FOR SALE. — [153, 42, 276, 56]
ad-paragraph: If you have any property you wish to sell, no matter what it is, send us particulars. — [153, 1492, 276, 1523]
ad-heading: CHEAP COUNTRY CLOSE TO NEW PLYMOUTH. — [727, 387, 828, 427]
ad-paragraph: 4-ROOMED HOUSE, every convenience. Price £1100. Cash £425. (149) — [570, 801, 701, 832]
ad-heading: GRAZING PROPERTY WITH A FUTURE. — [433, 1266, 554, 1293]
ad-paragraph: 5-ROOMED HOUSE. Price £1150. Cash £500, balance 12 years at 6 per cent. (144) — [570, 769, 701, 799]
ad-paragraph: HALF-ACRE and 4-roomed House and outbuildings. Price £1800. Cash £600. (146) — [570, 560, 701, 590]
advertisement — [854, 578, 1109, 798]
advertisement — [712, 998, 843, 1062]
ad-paragraph: NOTE.—We have opened offices in Hamilton. If in Waikato call on our Manager, Mr. Woolrow, who has a thorough knowledge of values, and can save you endless time inspecting properties. Apply— — [570, 1858, 701, 1919]
advertisement — [287, 396, 417, 470]
ad-heading: FARMERS — [23, 935, 124, 957]
advertisement — [712, 630, 843, 694]
ad-paragraph: £350 CASH SECURES THIS: — [5, 226, 108, 236]
